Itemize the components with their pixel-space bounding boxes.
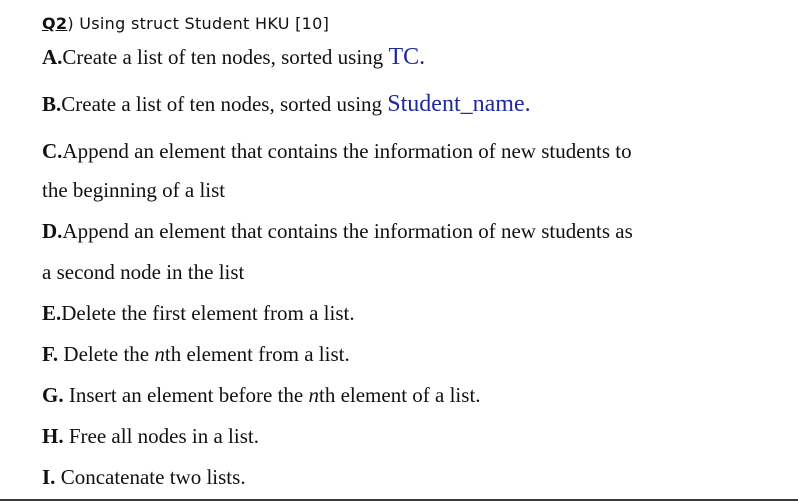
item-c-text: Append an element that contains the information of new students to — [62, 139, 632, 163]
item-c-letter: C. — [42, 139, 63, 163]
question-text: ) Using struct Student HKU [10] — [67, 14, 330, 33]
item-e-text: Delete the first element from a list. — [61, 301, 355, 325]
item-i-text: Concatenate two lists. — [55, 465, 246, 489]
item-d-continuation — [42, 259, 244, 285]
item-d-text: Append an element that contains the information of new students as — [62, 219, 633, 243]
item-h — [42, 423, 259, 449]
item-f-text-after: th element from a list. — [164, 342, 350, 366]
item-a-text: Create a list of ten nodes, sorted using — [62, 45, 389, 69]
bottom-divider — [0, 499, 798, 501]
item-b — [42, 91, 531, 117]
item-g-text-after: th element of a list. — [318, 383, 481, 407]
item-h-text: Free all nodes in a list. — [63, 424, 259, 448]
item-b-letter: B. — [42, 92, 62, 116]
item-e — [42, 300, 355, 326]
item-g-text-before: Insert an element before the — [63, 383, 309, 407]
item-f — [42, 341, 350, 367]
item-c-continuation-text: the beginning of a list — [42, 178, 226, 202]
item-d-letter: D. — [42, 219, 63, 243]
item-d-continuation-text: a second node in the list — [42, 260, 245, 284]
question-title — [42, 14, 329, 33]
item-b-text: Create a list of ten nodes, sorted using — [61, 92, 388, 116]
item-g — [42, 382, 481, 408]
item-e-letter: E. — [42, 301, 62, 325]
item-i-letter: I. — [42, 465, 56, 489]
item-h-letter: H. — [42, 424, 64, 448]
item-b-highlight: Student_name — [387, 91, 525, 117]
item-c-continuation — [42, 177, 225, 203]
item-b-suffix: . — [524, 91, 531, 117]
item-g-letter: G. — [42, 383, 64, 407]
item-c — [42, 138, 632, 164]
item-a-highlight: TC — [388, 44, 420, 70]
item-d — [42, 218, 633, 244]
item-g-italic: n — [308, 383, 319, 407]
item-f-letter: F. — [42, 342, 59, 366]
item-a-letter: A. — [42, 45, 63, 69]
item-a — [42, 44, 425, 70]
question-label: Q2 — [42, 14, 68, 33]
item-a-suffix: . — [419, 44, 426, 70]
item-f-italic: n — [154, 342, 165, 366]
item-f-text-before: Delete the — [58, 342, 155, 366]
item-i — [42, 464, 246, 490]
